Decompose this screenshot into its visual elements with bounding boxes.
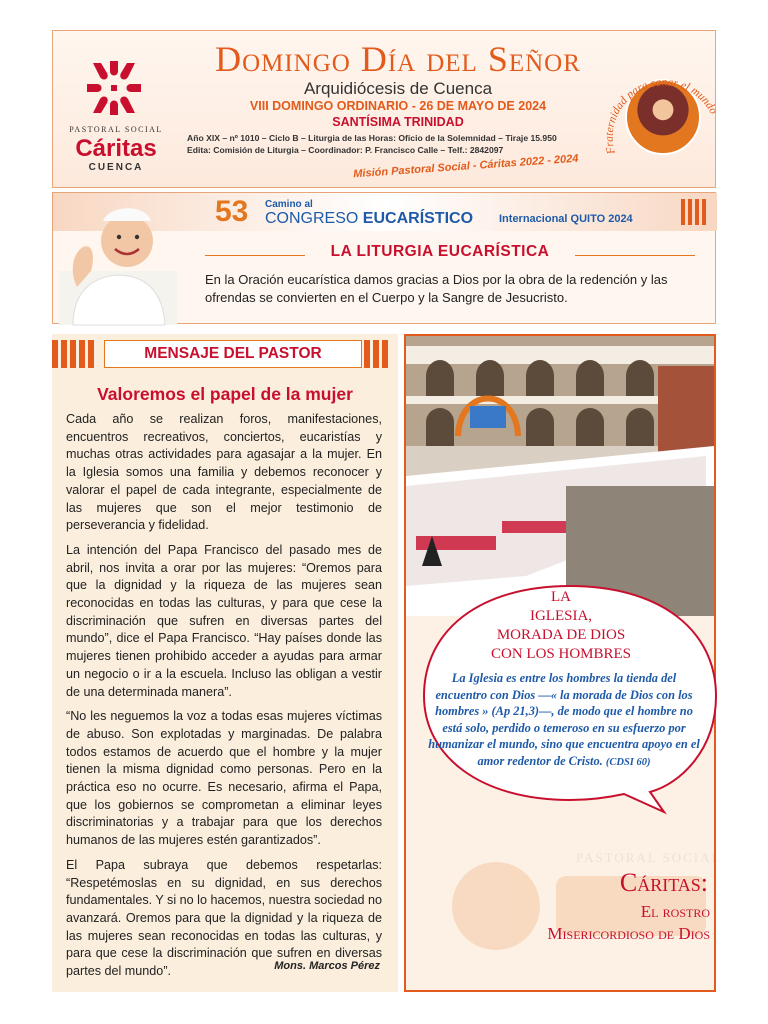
logo-pastoral-social: PASTORAL SOCIAL: [69, 125, 163, 134]
caritas-title: Cáritas:: [619, 868, 708, 897]
logo-caritas-name: Cáritas: [75, 135, 157, 162]
liturgy-text: En la Oración eucarística damos gracias a Dios por la obra de la redención y las ofrendas se convierten en el Cuerpo y la Sangre de Jesucristo.: [205, 272, 668, 305]
caritas-subtitle-line2: Misericordioso de Dios: [547, 924, 710, 943]
pastor-message-column: [52, 334, 398, 992]
decorative-bars-icon: [679, 197, 709, 227]
mission-slogan: Misión Pastoral Social - Cáritas 2022 - 2024: [352, 152, 579, 181]
caritas-cross-logo-icon: [83, 57, 145, 119]
bubble-title-line: LA: [551, 589, 571, 605]
eucharistic-congress-section: [52, 192, 716, 324]
children-gathering-photo: [406, 336, 714, 616]
congress-international: Internacional QUITO 2024: [499, 213, 633, 225]
congress-number: 53: [215, 195, 249, 228]
author-signature: Mons. Marcos Pérez: [274, 960, 380, 972]
svg-text:Fraternidad para sanar el mund: [604, 76, 720, 156]
feast-name: SANTÍSIMA TRINIDAD: [332, 115, 464, 129]
edition-info: Año XIX – nº 1010 – Ciclo B – Liturgia de las Horas: Oficio de la Solemnidad – Tiraje 15.950: [187, 133, 557, 143]
article-paragraph: El Papa subraya que debemos respetarlas: “Respetémoslas en su dignidad, en sus derechos fundamentales. Y si no lo hacemos, nuestra sociedad no avanzará. Oremos para que la dignidad y la riqueza de las mujeres sean reconocidas en todas las culturas, y para que cese la discriminación que sufren en diversas partes del mundo”.: [66, 857, 382, 979]
section-title: MENSAJE DEL PASTOR: [104, 340, 362, 368]
watermark-text: PASTORAL SOCIAL: [576, 850, 722, 865]
divider-line: [575, 255, 695, 256]
pope-francis-image: [53, 191, 181, 325]
bubble-title-line: CON LOS HOMBRES: [490, 646, 632, 662]
caritas-subtitle-line1: El rostro: [640, 902, 710, 921]
editor-info: Edita: Comisión de Liturgia – Coordinador: P. Francisco Calle – Telf.: 2842097: [187, 145, 504, 155]
fraternity-arc-text: [599, 57, 729, 187]
decorative-bars-icon: [52, 340, 102, 368]
divider-line: [205, 255, 305, 256]
liturgical-sunday: VIII DOMINGO ORDINARIO - 26 DE MAYO DE 2024: [249, 99, 547, 113]
section-header: [52, 336, 398, 368]
decorative-bars-icon: [364, 340, 396, 368]
logo-city: CUENCA: [88, 162, 144, 173]
congress-camino: Camino al: [265, 199, 313, 210]
congress-name: [265, 210, 473, 228]
bubble-title-line: MORADA DE DIOS: [496, 627, 626, 643]
church-column: [404, 334, 722, 992]
congress-word: CONGRESO: [265, 210, 359, 227]
article-body: [66, 411, 382, 988]
bubble-quote-reference: (CDSI 60): [605, 756, 651, 768]
article-paragraph: La intención del Papa Francisco del pasado mes de abril, nos invita a orar por las mujeres: “Oremos para que la dignidad y la riqueza de las mujeres sean reconocidas en todas las culturas, y para que cese la discriminación que sufren en diversas partes del mundo”, dice el Papa Francisco. “Hay países donde las mujeres tienen prohibido acceder a ayudas para armar un negocio o ir a la escuela. Incluso las obligan a vestir de una determinada manera”.: [66, 542, 382, 699]
eucharistic-word: EUCARÍSTICO: [362, 210, 474, 227]
liturgy-title: LA LITURGIA EUCARÍSTICA: [330, 243, 550, 260]
article-paragraph: “No les neguemos la voz a todas esas mujeres víctimas de abuso. Son explotadas y marginadas. De palabra todos estamos de acuerdo que el hombre y la mujer tienen la misma dignidad como personas. Pero en la práctica eso no ocurre. Es necesario, afirma el Papa, que los gobiernos se comprometan a eliminar leyes discriminatorias y a trabajar para que los derechos humanos de las mujeres estén garantizados”.: [66, 709, 382, 848]
bubble-title: [466, 588, 656, 664]
article-paragraph: Cada año se realizan foros, manifestaciones, encuentros recreativos, conciertos, eucaristías y muchas otras actividades para agasajar a la mujer. En la Iglesia somos una familia y debemos reconocer y valorar el papel de cada integrante, especialmente de las mujeres que son el mejor testimonio de perseverancia y fidelidad.: [66, 412, 382, 533]
bubble-quote-text: La Iglesia es entre los hombres la tienda del encuentro con Dios —« la morada de Dios con los hombres » (Ap 21,3)—, de modo que el hombre no está solo, perdido o temeroso en su esfuerzo por humanizar el mundo, sino que encuentra apoyo en el amor redentor de Cristo.: [428, 671, 700, 768]
masthead: [52, 30, 720, 188]
arc-text-path: Fraternidad para sanar el mundo: [603, 76, 720, 156]
article-title: Valoremos el papel de la mujer: [97, 384, 353, 404]
newsletter-subtitle: Arquidiócesis de Cuenca: [303, 79, 493, 98]
bubble-quote: [426, 670, 702, 771]
newsletter-title: Domingo Día del Señor: [215, 39, 581, 79]
bubble-title-line: IGLESIA,: [529, 608, 593, 624]
